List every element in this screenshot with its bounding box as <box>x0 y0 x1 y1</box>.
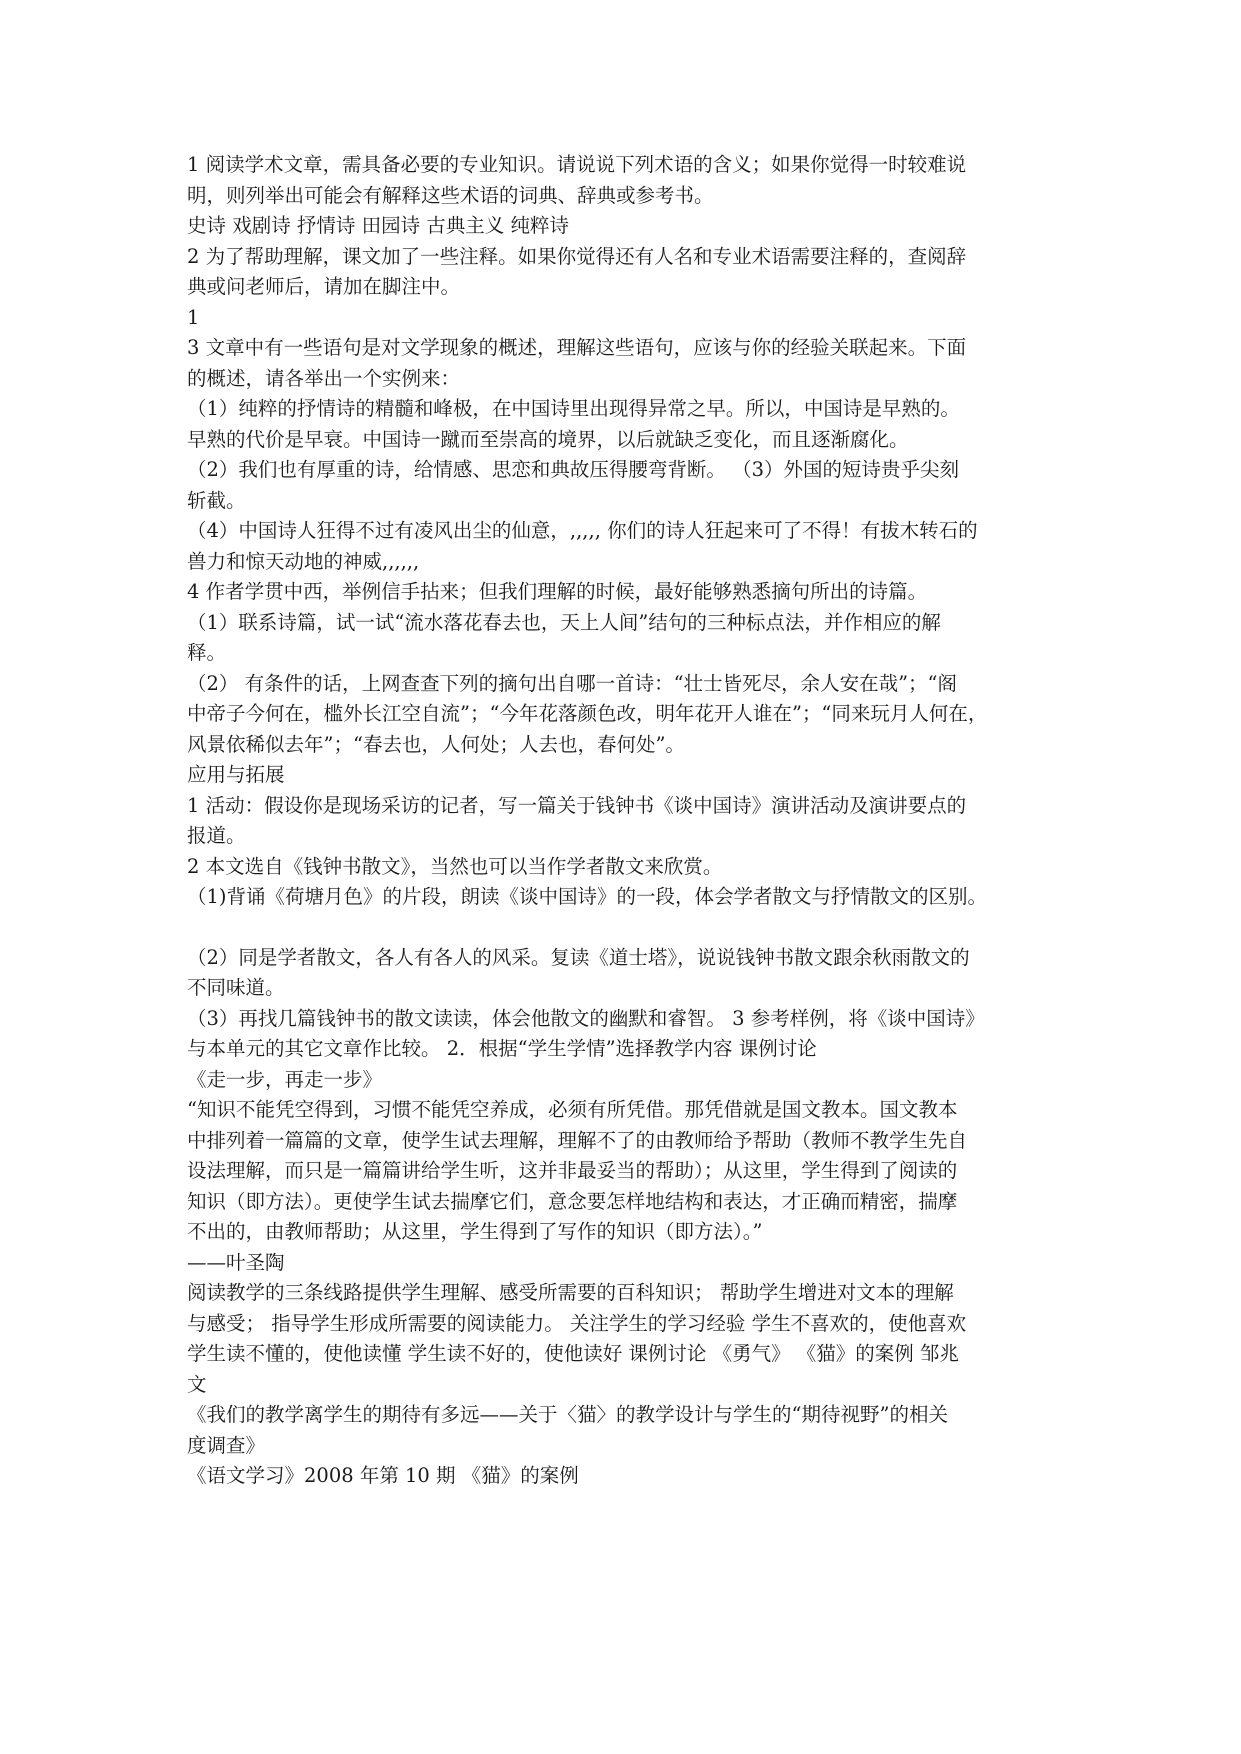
text-line: 史诗 戏剧诗 抒情诗 田园诗 古典主义 纯粹诗 <box>187 214 569 237</box>
text-line: 与本单元的其它文章作比较。 2．根据“学生学情”选择教学内容 课例讨论 <box>187 1037 817 1060</box>
text-line: 《语文学习》2008 年第 10 期 《猫》的案例 <box>187 1464 579 1487</box>
text-line: 《我们的教学离学生的期待有多远——关于〈猫〉的教学设计与学生的“期待视野”的相关 <box>187 1403 948 1426</box>
text-line: 学生读不懂的，使他读懂 学生读不好的，使他读好 课例讨论 《勇气》 《猫》的案例 邹兆 <box>187 1342 959 1365</box>
text-line: 1 <box>187 305 200 329</box>
text-line: （2）我们也有厚重的诗，给情感、思恋和典故压得腰弯背断。 （3）外国的短诗贵乎尖刻 <box>187 458 960 481</box>
document-page <box>187 150 1057 1492</box>
quote-attribution: ——叶圣陶 <box>187 1250 285 1274</box>
quote-line: 不出的，由教师帮助；从这里，学生得到了写作的知识（即方法）。” <box>187 1220 763 1243</box>
text-line: 典或问老师后，请加在脚注中。 <box>187 275 461 298</box>
text-line: （3）再找几篇钱钟书的散文读读，体会他散文的幽默和睿智。 3 参考样例，将《谈中国诗》 <box>187 1006 985 1030</box>
text-line: （4）中国诗人狂得不过有凌风出尘的仙意，,,,,, 你们的诗人狂起来可了不得！有拔木转石的 <box>187 519 978 542</box>
text-line: 与感受； 指导学生形成所需要的阅读能力。 关注学生的学习经验 学生不喜欢的，使他喜欢 <box>187 1311 967 1335</box>
text-line: 不同味道。 <box>187 976 285 999</box>
text-line: 中帝子今何在，槛外长江空自流”；“今年花落颜色改，明年花开人谁在”；“同来玩月人何在， <box>187 702 988 725</box>
text-line: 1 活动：假设你是现场采访的记者，写一篇关于钱钟书《谈中国诗》演讲活动及演讲要点的 <box>187 793 967 817</box>
quote-line: 设法理解，而只是一篇篇讲给学生听，这并非最妥当的帮助）；从这里，学生得到了阅读的 <box>187 1159 958 1182</box>
text-line: 风景依稀似去年”；“春去也，人何处；人去也，春何处”。 <box>187 732 685 756</box>
text-line: 4 作者学贯中西，举例信手拈来；但我们理解的时候，最好能够熟悉摘句所出的诗篇。 <box>187 580 928 603</box>
quote-line: “知识不能凭空得到，习惯不能凭空养成，必须有所凭借。那凭借就是国文教本。国文教本 <box>187 1098 958 1121</box>
text-line: 2 本文选自《钱钟书散文》，当然也可以当作学者散文来欣赏。 <box>187 854 723 878</box>
text-line: （1）纯粹的抒情诗的精髓和峰极，在中国诗里出现得异常之早。所以，中国诗是早熟的。 <box>187 397 960 420</box>
text-line: 释。 <box>187 641 227 664</box>
text-line: （1）联系诗篇，试一试“流水落花春去也，天上人间”结句的三种标点法，并作相应的解 <box>187 610 941 634</box>
text-line: （2）同是学者散文，各人有各人的风采。复读《道士塔》，说说钱钟书散文跟余秋雨散文的 <box>187 945 970 969</box>
section-heading: 应用与拓展 <box>187 763 285 786</box>
text-line: 报道。 <box>187 824 246 847</box>
text-line: （2） 有条件的话，上网查查下列的摘句出自哪一首诗：“壮士皆死尽，余人安在哉”；“阁 <box>187 671 958 695</box>
blank-line <box>187 913 1057 943</box>
text-line: 兽力和惊天动地的神威,,,,,, <box>187 549 420 573</box>
text-line: 斩截。 <box>187 488 246 512</box>
quote-line: 中排列着一篇篇的文章，使学生试去理解，理解不了的由教师给予帮助（教师不教学生先自 <box>187 1128 968 1152</box>
text-line: 1 阅读学术文章，需具备必要的专业知识。请说说下列术语的含义；如果你觉得一时较难说 <box>187 153 967 176</box>
text-line: 度调查》 <box>187 1433 266 1457</box>
text-line: 《走一步，再走一步》 <box>187 1067 383 1091</box>
quote-line: 知识（即方法）。更使学生试去揣摩它们，意念要怎样地结构和表达，才正确而精密，揣摩 <box>187 1189 958 1213</box>
text-line: 2 为了帮助理解，课文加了一些注释。如果你觉得还有人名和专业术语需要注释的，查阅辞 <box>187 244 967 268</box>
text-line: 文 <box>187 1372 207 1396</box>
text-line: 早熟的代价是早衰。中国诗一蹴而至崇高的境界，以后就缺乏变化，而且逐渐腐化。 <box>187 427 909 451</box>
text-line: 3 文章中有一些语句是对文学现象的概述，理解这些语句，应该与你的经验关联起来。下面 <box>187 336 967 359</box>
text-line: 明，则列举出可能会有解释这些术语的词典、辞典或参考书。 <box>187 183 714 207</box>
text-line: 阅读教学的三条线路提供学生理解、感受所需要的百科知识； 帮助学生增进对文本的理解 <box>187 1281 954 1304</box>
text-line: 的概述，请各举出一个实例来： <box>187 366 461 390</box>
text-line: （1)背诵《荷塘月色》的片段，朗读《谈中国诗》的一段，体会学者散文与抒情散文的区别。 <box>187 885 988 908</box>
